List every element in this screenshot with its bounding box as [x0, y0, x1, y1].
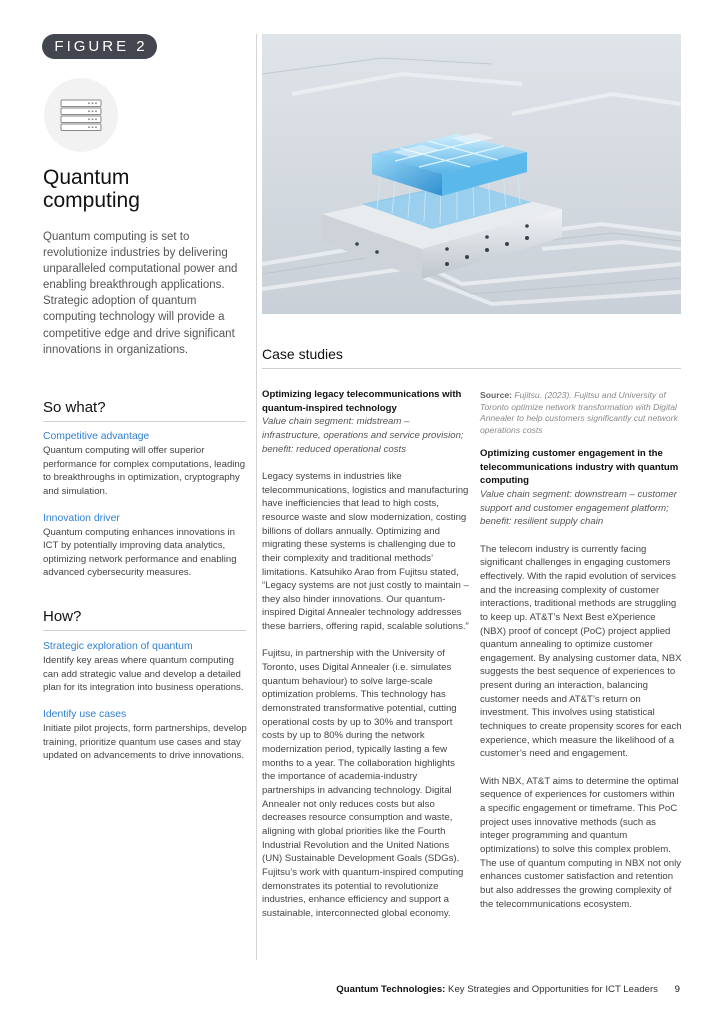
case2-title: Optimizing customer engagement in the telecommunications industry with quantum computing	[480, 448, 679, 487]
case-studies-divider	[262, 368, 681, 369]
how-item-title: Identify use cases	[43, 709, 127, 720]
column-divider	[256, 34, 257, 960]
figure-label: FIGURE 2	[42, 34, 157, 59]
how-list	[43, 640, 251, 763]
title-line-2: computing	[43, 189, 140, 212]
so-what-list	[43, 430, 251, 580]
source-citation	[480, 390, 682, 436]
case-column-left	[262, 388, 470, 921]
intro-text: Quantum computing is set to revolutionize industries by delivering unparalleled computational power and enabling breakthrough applications. Strategic adoption of quantum computing technology will provide a competitive edge and drive significant innovations in organizations.	[43, 231, 238, 356]
how-item-title: Strategic exploration of quantum	[43, 641, 193, 652]
how-item-text: Initiate pilot projects, form partnerships, develop training, prioritize quantum use cases and stay updated on advancements to drive innovations.	[43, 723, 247, 761]
server-rack-icon	[59, 98, 103, 132]
so-what-item-title: Innovation driver	[43, 512, 120, 524]
how-divider	[43, 630, 246, 631]
footer-subtitle: Key Strategies and Opportunities for ICT Leaders	[448, 984, 658, 995]
so-what-divider	[43, 421, 246, 422]
case-column-right	[480, 390, 682, 911]
title-line-1: Quantum	[43, 166, 130, 189]
case2-paragraph: The telecom industry is currently facing significant challenges in engaging customers effectively. With the rapid evolution of services and the increasing complexity of customer interactions, traditional methods are struggling to keep up. AT&T’s Next Best eXperience (NBX) proof of concept (PoC) project applied quantum annealing to optimize customer engagement. By analysing customer data, NBX suggests the best sequence of experiences to present during an interaction, balancing customer needs and AT&T’s return on investment. This involves using statistical techniques to create propensity scores for each experience, which measure the likelihood of a customer’s need and engagement.	[480, 543, 682, 760]
source-text: Fujitsu. (2023). Fujitsu and University of Toronto optimize network transformation with Digital Annealer to help customers significantly cut network operations costs	[480, 390, 678, 435]
page-footer	[336, 984, 680, 995]
case1-paragraph: Fujitsu, in partnership with the University of Toronto, uses Digital Annealer (i.e. simulates quantum behaviour) to solve large-scale optimization problems. This technology has demonstrated transformative potential, cutting operational costs by up to 30% and transport costs by up to 80% during the network modernization period, typically lasting a few months to a year. The collaboration highlights the importance of academia-industry partnerships in advancing technology. Digital Annealer not only reduces costs but also decreases resource consumption and waste, aligning with global priorities like the Fourth Industrial Revolution and the United Nations (UN) Sustainable Development Goals (SDGs). Fujitsu’s work with quantum-inspired computing demonstrates its potential to revolutionize industries, enhance efficiency and support a sustainable, interconnected global economy.	[262, 648, 464, 919]
case2-paragraph: With NBX, AT&T aims to determine the optimal sequence of experiences for customers within a specific engagement or timeframe. This PoC project uses innovative methods (such as integer programming and quantum optimizations) to solve this complex problem. The use of quantum computing in NBX not only enhances customer satisfaction and retention but also addresses the growing complexity of the telecommunications ecosystem.	[480, 775, 682, 910]
case1-segment: Value chain segment: midstream – infrastructure, operations and service provision; benefit: reduced operational costs	[262, 416, 464, 455]
so-what-item-title: Competitive advantage	[43, 431, 150, 442]
how-heading: How?	[43, 608, 82, 625]
so-what-item-text: Quantum computing will offer superior performance for complex computations, leading to breakthroughs in optimization, cryptography and simulation.	[43, 445, 246, 497]
case2-segment: Value chain segment: downstream – customer support and customer engagement platform; benefit: resilient supply chain	[480, 488, 677, 528]
so-what-item-text: Quantum computing enhances innovations in ICT by potentially improving data analytics, optimizing network performance and enabling advanced cybersecurity measures.	[43, 526, 237, 578]
case1-title: Optimizing legacy telecommunications with quantum-inspired technology	[262, 389, 462, 414]
source-label: Source:	[480, 390, 512, 400]
how-item-text: Identify key areas where quantum computing can add strategic value and develop a detailed plan for its integration into business operations.	[43, 655, 244, 693]
hero-image	[262, 34, 681, 314]
case-studies-heading: Case studies	[262, 346, 343, 362]
case1-paragraph: Legacy systems in industries like telecommunications, logistics and manufacturing have inefficiencies that lead to high costs, resource waste and slow modernization, costing billions of dollars annually. Optimizing and migrating these systems is challenging due to their complexity and traditional methods’ limitations. Katsuhiko Arao from Fujitsu stated, “Legacy systems are not just costly to maintain – they also hinder innovations. Our quantum-inspired Digital Annealer technology addresses these barriers, offering rapid, scalable solutions.”	[262, 470, 469, 633]
so-what-heading: So what?	[43, 399, 106, 416]
icon-badge	[44, 78, 118, 152]
quantum-chip-illustration	[262, 34, 681, 314]
page-number: 9	[674, 984, 680, 995]
footer-title: Quantum Technologies:	[336, 984, 446, 995]
page-title	[43, 166, 243, 212]
